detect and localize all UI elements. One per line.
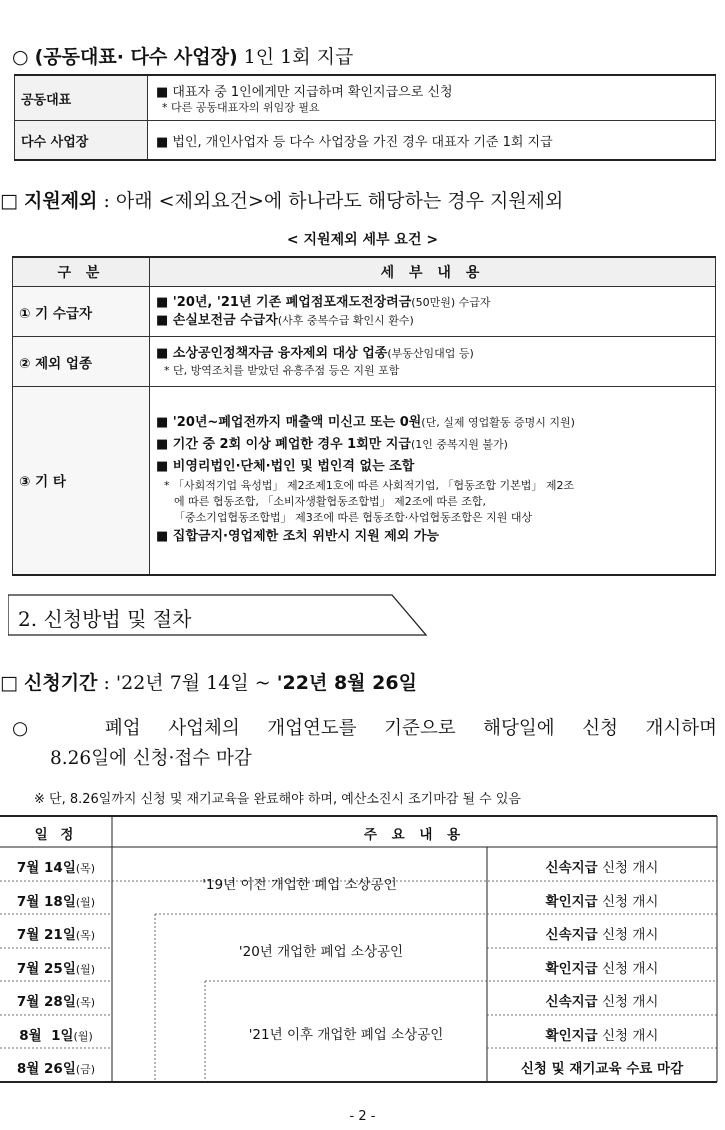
- schedule-date: [0, 990, 112, 1010]
- action-rest: 신청 개시: [597, 927, 659, 943]
- heading-circle-mark: ○: [12, 46, 35, 68]
- header-details: 세 부 내 용: [150, 257, 716, 287]
- row-label: 다수 사업장: [15, 121, 148, 161]
- day-of-week: (월): [75, 963, 96, 976]
- date-text: 8월 26일: [16, 1061, 76, 1077]
- period-note: ※ 단, 8.26일까지 신청 및 재기교육을 완료해야 하며, 예산소진시 조기마감 될 수 있음: [34, 792, 521, 807]
- action-rest: 신청 개시: [597, 894, 659, 910]
- detail-small: (50만원): [411, 295, 456, 309]
- row-text: ■ 법인, 개인사업자 등 다수 사업장을 가진 경우 대표자 기준 1회 지급: [148, 121, 716, 161]
- heading-rest: : '22년 7월 14일 ~: [97, 672, 277, 694]
- schedule-table: [0, 815, 725, 1085]
- detail-small: (사후 중복수급 확인시 환수): [277, 313, 414, 327]
- schedule-date: [0, 856, 112, 876]
- detail-small: (1인 중복지원 불가): [410, 438, 508, 452]
- detail-line: ■ 집합금지·영업제한 조치 위반시 지원 제외 가능: [156, 529, 439, 545]
- date-text: 7월 14일: [16, 860, 76, 876]
- row-text: ■ 대표자 중 1인에게만 지급하며 확인지급으로 신청: [156, 84, 453, 100]
- action-rest: 신청 개시: [597, 961, 659, 977]
- detail-bold: ■ 손실보전금 수급자: [156, 312, 278, 328]
- page-number: - 2 -: [349, 1109, 376, 1124]
- joint-rep-table: [14, 74, 716, 161]
- schedule-action: [487, 923, 717, 943]
- action-rest: 신청 개시: [597, 994, 659, 1010]
- day-of-week: (목): [75, 996, 96, 1009]
- schedule-date: [0, 1057, 112, 1077]
- row-note: * 다른 공동대표자의 위임장 필요: [162, 100, 320, 114]
- schedule-date: [0, 923, 112, 943]
- table-caption: < 지원제외 세부 요건 >: [286, 232, 439, 248]
- row-label: ③ 기 타: [13, 387, 150, 575]
- exclusion-table: [12, 256, 716, 576]
- detail-small: (단, 실제 영업활동 증명시 지원): [421, 416, 575, 430]
- schedule-action: [487, 890, 717, 910]
- date-text: 7월 21일: [16, 927, 76, 943]
- square-bullet: □: [0, 672, 18, 694]
- detail-bold: ■ 소상공인정책자금 융자제외 대상 업종: [156, 345, 388, 361]
- action-type: 확인지급: [545, 961, 598, 977]
- header-category: 구 분: [13, 257, 150, 287]
- schedule-date: [0, 957, 112, 977]
- day-of-week: (월): [73, 1030, 93, 1043]
- detail-line: [156, 434, 709, 456]
- detail-rest: 수급자: [455, 295, 491, 309]
- schedule-action: [487, 856, 717, 876]
- group-2020: '20년 개업한 폐업 소상공인: [238, 944, 404, 960]
- schedule-action: [487, 990, 717, 1010]
- detail-line: [156, 294, 709, 312]
- paragraph-text: 폐업 사업체의 개업연도를 기준으로 해당일에 신청 개시하며: [104, 718, 717, 739]
- detail-bold: ■ 기간 중 2회 이상 폐업한 경우 1회만 지급: [156, 437, 411, 453]
- row-label: ② 제외 업종: [13, 337, 150, 387]
- row-label: 공동대표: [15, 75, 148, 121]
- detail-note: 에 따른 협동조합, 「소비자생활협동조합법」 제2조에 따른 조합,: [174, 495, 486, 509]
- date-text: 7월 18일: [16, 894, 76, 910]
- detail-note: * 「사회적기업 육성법」 제2조제1호에 따른 사회적기업, 「협동조합 기본법」 제2조: [164, 479, 575, 493]
- heading-rest: : 아래 <제외요건>에 하나라도 해당하는 경우 지원제외: [97, 190, 564, 212]
- table-row: [13, 287, 716, 337]
- heading-bold: (공동대표· 다수 사업장): [34, 46, 238, 68]
- date-text: 8월 1일: [19, 1028, 74, 1044]
- date-text: 7월 25일: [16, 961, 76, 977]
- action-type: 확인지급: [545, 894, 598, 910]
- day-of-week: (목): [75, 929, 96, 942]
- action-type: 신속지급: [545, 860, 598, 876]
- action-rest: 신청 개시: [597, 1028, 659, 1044]
- schedule-action: [487, 957, 717, 977]
- day-of-week: (금): [75, 1063, 96, 1076]
- period-heading: [0, 668, 417, 695]
- detail-bold: ■ '20년, '21년 기존 폐업점포재도전장려금: [156, 294, 412, 310]
- action-rest: 신청 개시: [597, 860, 659, 876]
- schedule-action: [487, 1024, 717, 1044]
- heading-bold-date: '22년 8월 26일: [276, 672, 417, 694]
- detail-note: * 단, 방역조치를 받았던 유흥주점 등은 지원 포함: [164, 363, 400, 377]
- heading-bold: 신청기간: [24, 672, 98, 694]
- row-content: [150, 337, 716, 387]
- detail-line: [156, 456, 709, 478]
- row-content: [150, 387, 716, 575]
- detail-note: 「중소기업협동조합법」 제3조에 따른 협동조합·사업협동조합은 지원 대상: [174, 511, 533, 525]
- schedule-action-deadline: 신청 및 재기교육 수료 마감: [520, 1061, 684, 1077]
- detail-line: [156, 312, 709, 330]
- period-paragraph: [12, 714, 717, 774]
- table-row: [13, 337, 716, 387]
- square-bullet: □: [0, 190, 18, 212]
- row-content: [148, 75, 716, 121]
- day-of-week: (목): [75, 862, 96, 875]
- table-row: [13, 387, 716, 575]
- table-header-row: [13, 257, 716, 287]
- row-label: ① 기 수급자: [13, 287, 150, 337]
- section-heading-label: 2. 신청방법 및 절차: [18, 607, 192, 631]
- header-content: 주 요 내 용: [363, 827, 466, 843]
- detail-bold: ■ 비영리법인·단체·법인 및 법인격 없는 조합: [156, 459, 415, 475]
- circle-bullet: ○: [12, 718, 50, 739]
- date-text: 7월 28일: [16, 994, 76, 1010]
- day-of-week: (월): [75, 896, 96, 909]
- row-content: [150, 287, 716, 337]
- header-date: 일 정: [34, 827, 78, 843]
- paragraph-line-1: [12, 714, 717, 744]
- exclusion-heading: [0, 186, 563, 213]
- action-type: 신속지급: [545, 994, 598, 1010]
- detail-line: [156, 345, 709, 363]
- joint-rep-heading: [12, 42, 353, 69]
- group-2021: '21년 이후 개업한 폐업 소상공인: [248, 1027, 444, 1043]
- detail-bold: ■ '20년~폐업전까지 매출액 미신고 또는 0원: [156, 415, 422, 431]
- schedule-date: [0, 890, 112, 910]
- paragraph-line-2: 8.26일에 신청·접수 마감: [50, 748, 252, 769]
- table-row: [15, 121, 716, 161]
- heading-bold: 지원제외: [24, 190, 98, 212]
- action-type: 확인지급: [545, 1028, 598, 1044]
- detail-line: [156, 412, 709, 434]
- group-2019: '19년 이전 개업한 폐업 소상공인: [202, 877, 397, 893]
- schedule-date: [0, 1024, 112, 1044]
- action-type: 신속지급: [545, 927, 598, 943]
- heading-rest: 1인 1회 지급: [237, 46, 354, 68]
- table-row: [15, 75, 716, 121]
- detail-small: (부동산임대업 등): [387, 346, 474, 360]
